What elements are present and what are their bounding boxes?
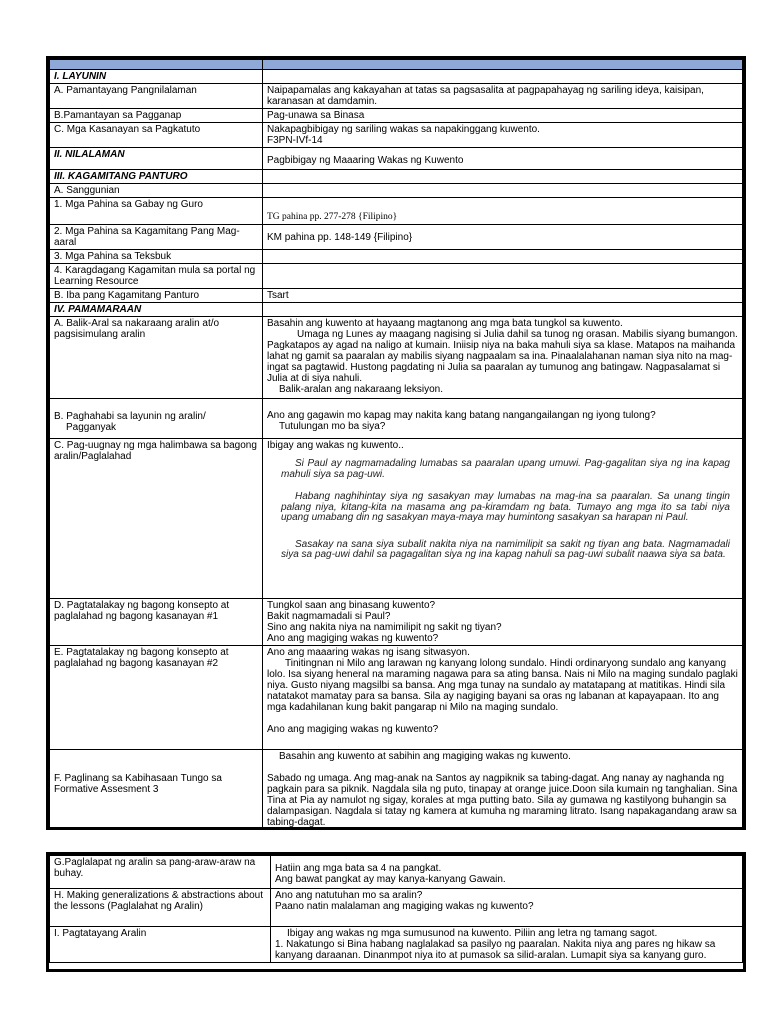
tg-pages: TG pahina pp. 277-278 {Filipino} <box>267 212 398 222</box>
story-paragraph: Sasakay na sana siya subalit nakita niya na namimilipit sa sakit ng tiyan ang bata. Nagmamadali siya sa pag-uwi dahil sa pagagalitan siya ng ina kapag nahuli sa pag-uwi subalit naawa siya sa bata. <box>281 538 730 560</box>
section-pamamaraan: IV. PAMAMARAAN <box>50 303 263 317</box>
activity-text: Hatiin ang mga bata sa 4 na pangkat. <box>275 863 442 874</box>
table-row <box>50 264 743 289</box>
row-label: B.Pamantayan sa Pagganap <box>50 109 263 123</box>
table-row <box>50 225 743 250</box>
table-row <box>50 109 743 123</box>
km-pages: KM pahina pp. 148-149 {Filipino} <box>267 232 413 243</box>
header-right <box>263 60 743 70</box>
table-row <box>50 170 743 184</box>
row-value <box>271 889 743 927</box>
table-row <box>50 889 743 927</box>
instruction-text: Ibigay ang wakas ng kuwento.. <box>267 440 404 451</box>
row-label <box>50 399 263 439</box>
row-label: G.Paglalapat ng aralin sa pang-araw-araw na buhay. <box>50 856 271 889</box>
story-text: Tinitingnan ni Milo ang larawan ng kanyang lolong sundalo. Hindi ordinaryong sundalo ang kanyang lolo. Isa siyang heneral na maraming nagawa para sa ating bansa. Nais ni Milo na maging sundalo paglaki niya. Gusto niyang magsilbi sa bansa. Ang mga tunay na sundalo ay matatapang at matitikas. Hindi sila natatakot mamatay para sa bansa. Sila ay nagiging bayani sa oras ng labanan at kapayapaan. Ito ang mga kadahilanan kung bakit pangarap ni Milo na maging sundalo. <box>267 658 738 713</box>
question-text: Ano ang natutuhan mo sa aralin? <box>275 890 423 901</box>
question-text: Sino ang nakita niya na namimilipit ng sakit ng tiyan? <box>267 622 502 633</box>
question-text: Ano ang magiging wakas ng kuwento? <box>267 633 439 644</box>
row-value <box>263 317 743 399</box>
row-value <box>263 646 743 750</box>
table-row <box>50 289 743 303</box>
row-value: Tsart <box>263 289 743 303</box>
lesson-plan-table-2 <box>46 852 746 972</box>
header-left <box>50 60 263 70</box>
competency-text: Nakapagbibigay ng sariling wakas sa napakinggang kuwento. <box>267 124 540 135</box>
table-row <box>50 599 743 646</box>
table-row <box>50 856 743 889</box>
row-value <box>263 439 743 599</box>
story-text: Umaga ng Lunes ay maagang nagising si Julia dahil sa tunog ng orasan. Mabilis siyang bumangon. Pagkatapos ay agad na naligo at kumain. Iniisip niya na baka mahuli siya sa klase. Matapos na maihanda lahat ng gamit sa paaralan ay mabilis siyang nagpaalam sa ina. Pinaalalahanan naman siya nito na mag-ingat sa pagtawid. Hustong pagdating ni Julia sa paaralan ay tumunog ang batingaw. Nagpasalamat si Julia at di siya nahuli. <box>267 329 738 384</box>
scanned-story <box>267 451 738 561</box>
question-text: Tutulungan mo ba siya? <box>279 421 386 432</box>
row-label: B. Iba pang Kagamitang Panturo <box>50 289 263 303</box>
row-label: C. Mga Kasanayan sa Pagkatuto <box>50 123 263 148</box>
review-text: Balik-aralan ang nakaraang leksiyon. <box>279 384 443 395</box>
table-row <box>50 927 743 963</box>
row-value: Pag-unawa sa Binasa <box>263 109 743 123</box>
lesson-plan-table <box>46 56 746 830</box>
row-label: C. Pag-uugnay ng mga halimbawa sa bagong aralin/Paglalahad <box>50 439 263 599</box>
table-row <box>50 184 743 198</box>
section-kagamitan: III. KAGAMITANG PANTURO <box>50 170 263 184</box>
section-layunin: I. LAYUNIN <box>50 70 263 84</box>
table-row <box>50 317 743 399</box>
instruction-text: Ano ang maaaring wakas ng isang sitwasyon. <box>267 647 470 658</box>
table-row <box>50 399 743 439</box>
row-value <box>263 148 743 170</box>
row-label-line: Pagganyak <box>66 422 117 433</box>
row-value <box>263 250 743 264</box>
row-label-line: B. Paghahabi sa layunin ng aralin/ <box>54 411 206 422</box>
row-label: 2. Mga Pahina sa Kagamitang Pang Mag-aaral <box>50 225 263 250</box>
row-label: H. Making generalizations & abstractions about the lessons (Paglalahat ng Aralin) <box>50 889 271 927</box>
table-row <box>50 646 743 750</box>
table-row <box>50 84 743 109</box>
table-header-row <box>50 60 743 70</box>
row-label: D. Pagtatalakay ng bagong konsepto at paglalahad ng bagong kasanayan #1 <box>50 599 263 646</box>
competency-code: F3PN-IVf-14 <box>267 135 323 146</box>
table-row <box>50 70 743 84</box>
row-value <box>263 264 743 289</box>
row-value <box>271 927 743 963</box>
row-value <box>263 123 743 148</box>
row-value <box>263 70 743 84</box>
table-row <box>50 303 743 317</box>
row-label-text: F. Paglinang sa Kabihasaan Tungo sa Formative Assesment 3 <box>54 773 222 795</box>
instruction-text: Ibigay ang wakas ng mga sumusunod na kuwento. Piliin ang letra ng tamang sagot. <box>287 928 658 939</box>
row-label: A. Sanggunian <box>50 184 263 198</box>
story-text: Sabado ng umaga. Ang mag-anak na Santos ay nagpiknik sa tabing-dagat. Ang nanay ay naghanda ng pagkain para sa piknik. Nagdala sila ng puto, tinapay at orange juice.Doon sila kumain ng tanghalian. Sina Tina at Pia ay namulot ng sigay, korales at mga putting bato. Sila ay gumawa ng kastilyong buhangin sa dalampasigan. Nagdala si tatay ng kamera at kumuha ng maraming litrato. Isang napakagandang araw sa tabing-dagat. <box>267 773 738 828</box>
table-row <box>50 198 743 225</box>
row-label: A. Pamantayang Pangnilalaman <box>50 84 263 109</box>
table-row <box>50 439 743 599</box>
question-text: Ano ang gagawin mo kapag may nakita kang batang nangangailangan ng iyong tulong? <box>267 410 656 421</box>
row-label: I. Pagtatayang Aralin <box>50 927 271 963</box>
row-value <box>263 198 743 225</box>
question-text: Bakit nagmamadali si Paul? <box>267 611 391 622</box>
row-value <box>263 750 743 830</box>
row-value <box>263 303 743 317</box>
question-text: Ano ang magiging wakas ng kuwento? <box>267 724 439 735</box>
row-value <box>263 399 743 439</box>
row-label: A. Balik-Aral sa nakaraang aralin at/o pagsisimulang aralin <box>50 317 263 399</box>
table-row <box>50 250 743 264</box>
section-nilalaman: II. NILALAMAN <box>50 148 263 170</box>
row-value <box>263 599 743 646</box>
story-text: 1. Nakatungo si Bina habang naglalakad sa pasilyo ng paaralan. Nakita niya ang pares ng hikaw sa kanyang daraanan. Dinanmpot niya ito at pumasok sa silid-aralan. Lumapit siya sa kanyang guro. <box>275 939 716 961</box>
row-label <box>50 750 263 830</box>
table-row <box>50 750 743 830</box>
activity-text: Ang bawat pangkat ay may kanya-kanyang Gawain. <box>275 874 506 885</box>
table-row <box>50 123 743 148</box>
table-row <box>50 148 743 170</box>
instruction-text: Basahin ang kuwento at hayaang magtanong ang mga bata tungkol sa kuwento. <box>267 318 623 329</box>
row-value <box>263 184 743 198</box>
row-label: E. Pagtatalakay ng bagong konsepto at paglalahad ng bagong kasanayan #2 <box>50 646 263 750</box>
story-paragraph: Si Paul ay nagmamadaling lumabas sa paaralan upang umuwi. Pag-gagalitan siya ng ina kapag mahuli siya sa pag-uwi. <box>281 458 730 480</box>
row-label: 1. Mga Pahina sa Gabay ng Guro <box>50 198 263 225</box>
row-value: Naipapamalas ang kakayahan at tatas sa pagsasalita at pagpapahayag ng sariling ideya, kaisipan, karanasan at damdamin. <box>263 84 743 109</box>
row-label: 4. Karagdagang Kagamitan mula sa portal ng Learning Resource <box>50 264 263 289</box>
row-value <box>263 170 743 184</box>
row-value <box>271 856 743 889</box>
instruction-text: Basahin ang kuwento at sabihin ang magiging wakas ng kuwento. <box>279 751 571 762</box>
question-text: Paano natin malalaman ang magiging wakas ng kuwento? <box>275 901 534 912</box>
story-paragraph: Habang naghihintay siya ng sasakyan may lumabas na mag-ina sa paaralan. Sa unang tingin palang niya, kitang-kita na masama ang pa-kiramdam ng bata. Tumayo ang mga ito sa tabi niya upang umabang din ng sasakyan maya-maya may humintong sasakyan sa harapan ni Paul. <box>281 491 730 523</box>
row-value <box>263 225 743 250</box>
question-text: Tungkol saan ang binasang kuwento? <box>267 600 436 611</box>
row-label: 3. Mga Pahina sa Teksbuk <box>50 250 263 264</box>
content-topic: Pagbibigay ng Maaaring Wakas ng Kuwento <box>267 155 464 166</box>
